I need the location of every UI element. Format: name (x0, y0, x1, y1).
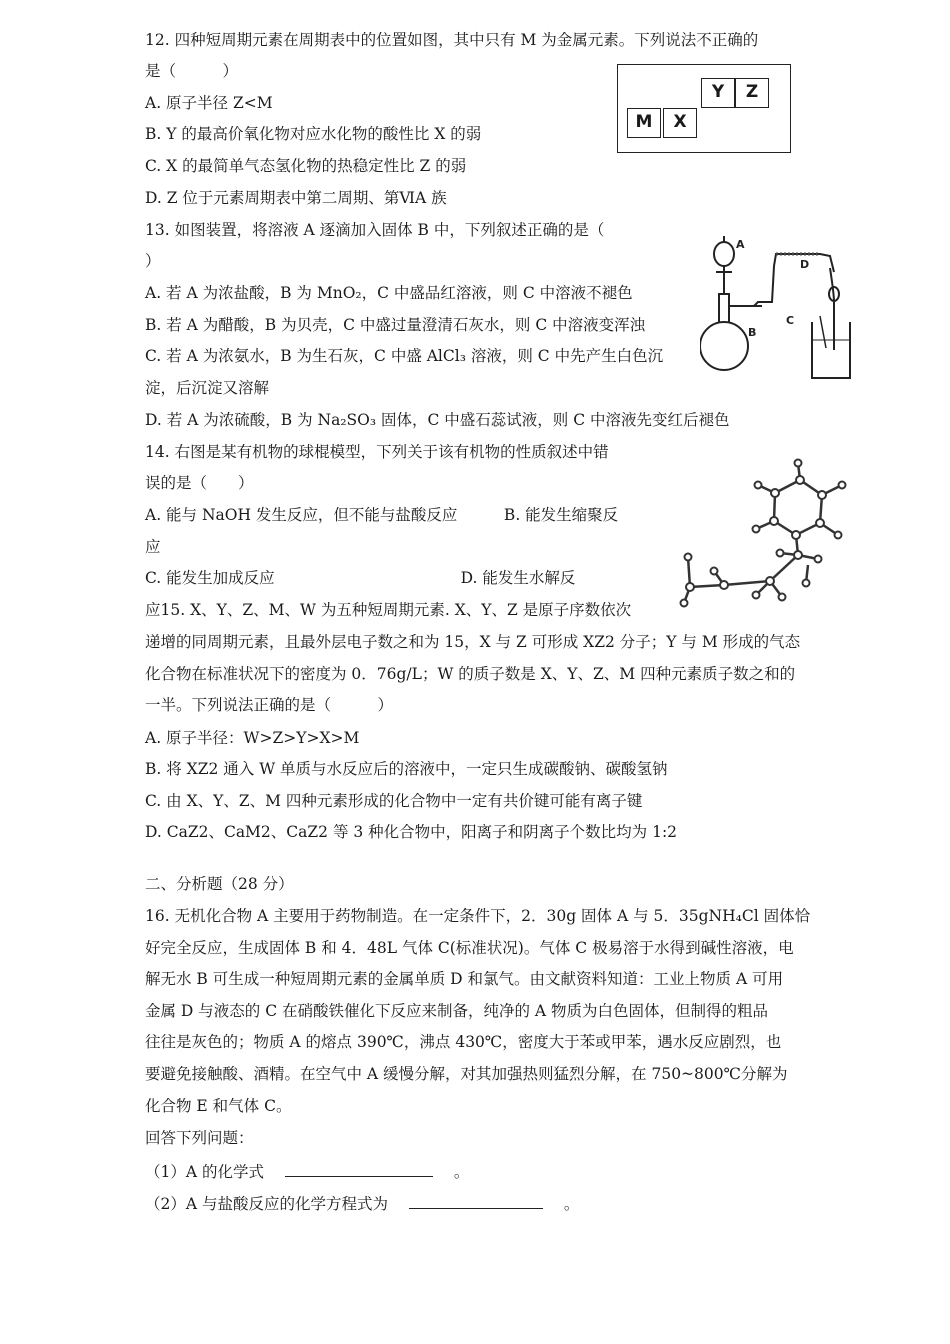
subquestion-1-period: 。 (453, 1163, 470, 1181)
label-c: C (786, 314, 795, 327)
q15-line-4: 一半。下列说法正确的是（ ） (145, 696, 394, 714)
q13-option-a: A. 若 A 为浓盐酸，B 为 MnO₂，C 中盛品红溶液，则 C 中溶液不褪色 (145, 284, 633, 302)
q14-line-5: C. 能发生加成反应 D. 能发生水解反 (145, 569, 576, 587)
q13-option-c-2: 淀，后沉淀又溶解 (145, 379, 270, 397)
q16-line-3: 解无水 B 可生成一种短周期元素的金属单质 D 和氯气。由文献资料知道：工业上物质 A 可用 (145, 970, 784, 988)
apparatus-figure (700, 232, 860, 384)
q14-line-3: A. 能与 NaOH 发生反应，但不能与盐酸反应 B. 能发生缩聚反 (145, 506, 619, 524)
q15-option-d: D. CaZ2、CaM2、CaZ2 等 3 种化合物中，阳离子和阴离子个数比均为 1:2 (145, 823, 678, 841)
cell-y: Y (701, 78, 735, 108)
q12-option-b: B. Y 的最高价氧化物对应水化物的酸性比 X 的弱 (145, 125, 482, 143)
q14-line-1: 14. 右图是某有机物的球棍模型，下列关于该有机物的性质叙述中错 (145, 443, 609, 461)
q13-line-1: 13. 如图装置，将溶液 A 逐滴加入固体 B 中，下列叙述正确的是（ (145, 221, 605, 239)
section-heading: 二、分析题（28 分） (145, 875, 294, 893)
q16-line-1: 16. 无机化合物 A 主要用于药物制造。在一定条件下，2．30g 固体 A 与 5．35gNH₄Cl 固体恰 (145, 907, 811, 925)
q16-line-8: 回答下列问题： (145, 1129, 254, 1147)
q12-line-1: 12. 四种短周期元素在周期表中的位置如图，其中只有 M 为金属元素。下列说法不正确的 (145, 31, 759, 49)
q13-line-2: ） (145, 252, 161, 270)
q12-line-2: 是（ ） (145, 62, 239, 80)
label-d: D (800, 258, 810, 271)
q16-line-4: 金属 D 与液态的 C 在硝酸铁催化下反应来制备，纯净的 A 物质为白色固体，但制得的粗品 (145, 1002, 769, 1020)
q15-line-1: 应15. X、Y、Z、M、W 为五种短周期元素. X、Y、Z 是原子序数依次 (145, 601, 632, 619)
q12-option-d: D. Z 位于元素周期表中第二周期、第ⅥA 族 (145, 189, 447, 207)
q16-line-7: 化合物 E 和气体 C。 (145, 1097, 292, 1115)
q15-option-b: B. 将 XZ2 通入 W 单质与水反应后的溶液中，一定只生成碳酸钠、碳酸氢钠 (145, 760, 668, 778)
q16-line-5: 往往是灰色的；物质 A 的熔点 390℃，沸点 430℃，密度大于苯或甲苯，遇水反应剧烈，也 (145, 1033, 782, 1051)
cell-m: M (627, 108, 661, 138)
answer-blank-1[interactable] (285, 1160, 433, 1177)
q15-line-3: 化合物在标准状况下的密度为 0．76g/L；W 的质子数是 X、Y、Z、M 四种元素质子数之和的 (145, 665, 796, 683)
answer-blank-2[interactable] (409, 1192, 543, 1209)
q15-option-a: A. 原子半径：W>Z>Y>X>M (145, 729, 360, 747)
label-a: A (736, 238, 745, 251)
cell-z: Z (735, 78, 769, 108)
subquestion-1-text: （1）A 的化学式 (145, 1163, 264, 1181)
q13-option-c-1: C. 若 A 为浓氨水，B 为生石灰，C 中盛 AlCl₃ 溶液，则 C 中先产生白色沉 (145, 347, 664, 365)
q16-line-2: 好完全反应，生成固体 B 和 4．48L 气体 C(标准状况)。气体 C 极易溶于水得到碱性溶液，电 (145, 939, 794, 957)
subquestion-2-text: （2）A 与盐酸反应的化学方程式为 (145, 1195, 388, 1213)
q13-option-d: D. 若 A 为浓硫酸，B 为 Na₂SO₃ 固体，C 中盛石蕊试液，则 C 中溶液先变红后褪色 (145, 411, 730, 429)
q16-subquestion-1 (145, 1160, 469, 1182)
q16-line-6: 要避免接触酸、酒精。在空气中 A 缓慢分解，对其加强热则猛烈分解，在 750~800℃分解为 (145, 1065, 788, 1083)
q14-line-2: 误的是（ ） (145, 474, 254, 492)
subquestion-2-period: 。 (563, 1195, 580, 1213)
ball-stick-model-figure (670, 455, 860, 615)
cell-x: X (663, 108, 697, 138)
q16-subquestion-2 (145, 1192, 579, 1214)
q13-option-b: B. 若 A 为醋酸，B 为贝壳，C 中盛过量澄清石灰水，则 C 中溶液变浑浊 (145, 316, 646, 334)
q12-option-a: A. 原子半径 Z<M (145, 94, 273, 112)
q14-line-4: 应 (145, 538, 161, 556)
label-b: B (748, 326, 757, 339)
periodic-table-figure (617, 64, 791, 153)
q12-option-c: C. X 的最简单气态氢化物的热稳定性比 Z 的弱 (145, 157, 467, 175)
q15-option-c: C. 由 X、Y、Z、M 四种元素形成的化合物中一定有共价键可能有离子键 (145, 792, 643, 810)
q15-line-2: 递增的同周期元素，且最外层电子数之和为 15，X 与 Z 可形成 XZ2 分子；Y 与 M 形成的气态 (145, 633, 801, 651)
